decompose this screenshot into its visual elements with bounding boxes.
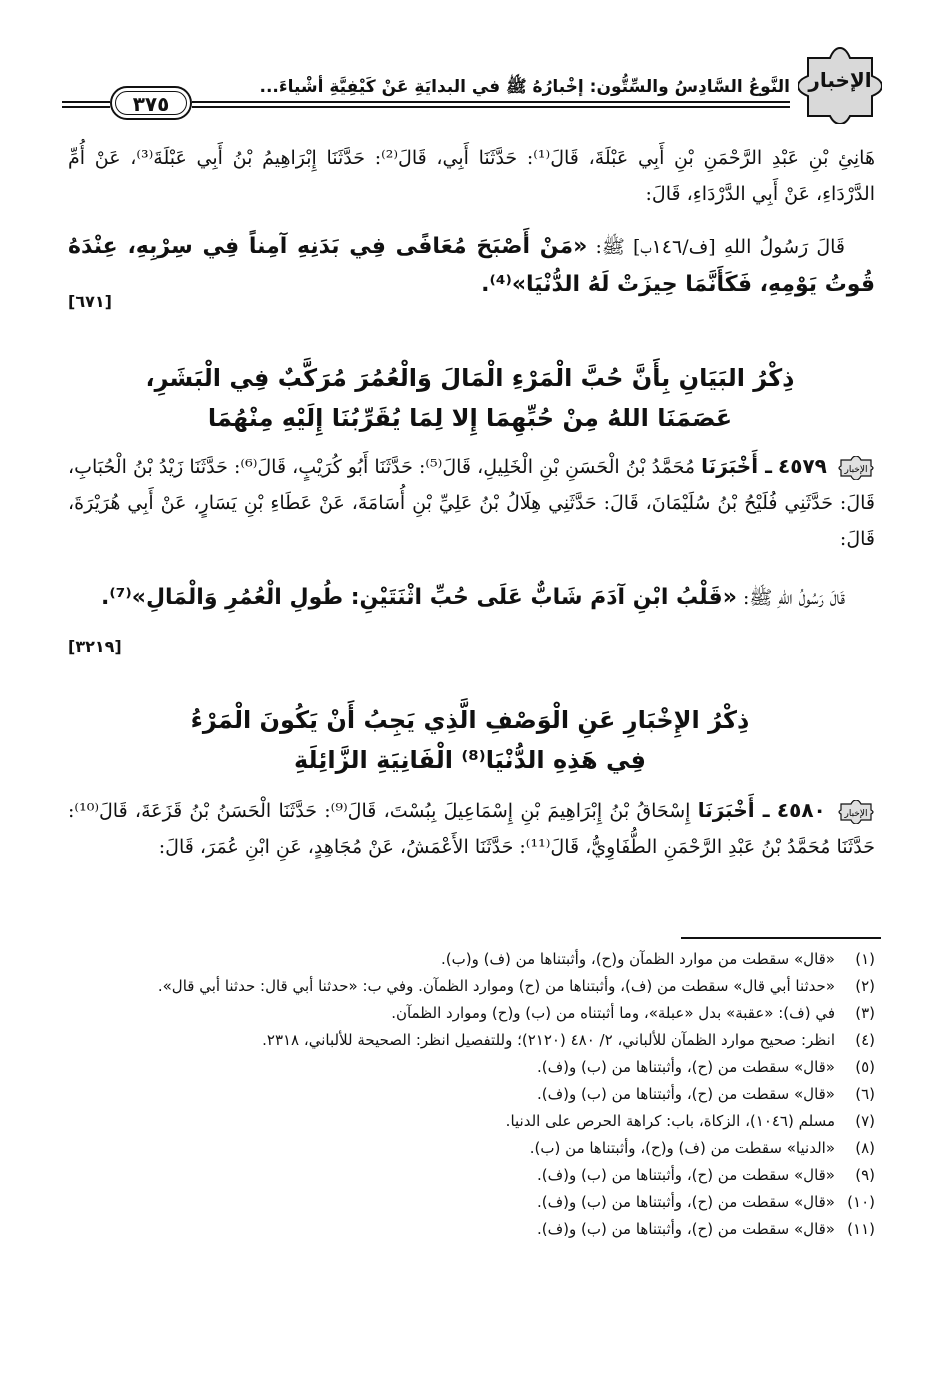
footnote-number: (١) bbox=[855, 950, 875, 968]
footnote bbox=[68, 1216, 875, 1243]
svg-text:الإخبار: الإخبار bbox=[844, 465, 868, 475]
hadith-intro: قَالَ رَسُولُ اللهِ ﷺ: bbox=[742, 587, 845, 609]
page-number-frame bbox=[110, 86, 192, 120]
hadith-matn: «قَلْبُ ابْنِ آدَمَ شَابٌّ عَلَى حُبِّ اثْنَتَيْنِ: طُولِ الْعُمُرِ وَالْمَالِ»⁽⁷⁾. bbox=[101, 585, 737, 610]
ikhbar-badge-icon bbox=[837, 456, 875, 480]
header-rule bbox=[62, 101, 110, 103]
isnad-text bbox=[68, 792, 875, 865]
chapter-heading bbox=[60, 700, 880, 780]
akhbarana-label: ـ أَخْبَرَنَا bbox=[697, 798, 770, 822]
footnote-number: (٩) bbox=[855, 1166, 875, 1184]
hadith-number: ٤٥٧٩ bbox=[778, 454, 827, 478]
footnote bbox=[68, 946, 875, 973]
footnote-number: (٤) bbox=[855, 1031, 875, 1049]
footnote-number: (٧) bbox=[855, 1112, 875, 1130]
hadith-text bbox=[68, 578, 875, 618]
footnote-number: (٨) bbox=[855, 1139, 875, 1157]
hadith-number: ٤٥٨٠ bbox=[776, 798, 826, 822]
footnote bbox=[68, 1108, 875, 1135]
hadith-reference: [٦٧١] bbox=[68, 292, 112, 311]
section-badge bbox=[798, 40, 882, 124]
chapter-heading-line: عَصَمَنَا اللهُ مِنْ حُبِّهِمَا إِلا لِمَا يُقَرِّبُنَا إِلَيْهِ مِنْهُمَا bbox=[207, 404, 733, 432]
footnote-separator bbox=[681, 937, 881, 939]
hadith-paragraph bbox=[68, 228, 875, 304]
footnote-number: (٥) bbox=[855, 1058, 875, 1076]
footnote-text: «قال» سقطت من (ح)، وأثبتناها من (ب) و(ف). bbox=[536, 1085, 835, 1103]
footnote-text: مسلم (١٠٤٦)، الزكاة، باب: كراهة الحرص على الدنيا. bbox=[505, 1112, 835, 1130]
badge-label: الإخبار bbox=[808, 68, 872, 92]
footnote-text: «قال» سقطت من (ح)، وأثبتناها من (ب) و(ف). bbox=[536, 1220, 835, 1238]
footnote-text: «قال» سقطت من موارد الظمآن و(ح)، وأثبتناها من (ف) و(ب). bbox=[441, 950, 835, 968]
hadith-intro: قَالَ رَسُولُ اللهِ [ف/١٤٦ب] ﷺ: bbox=[595, 236, 845, 258]
chapter-heading-line: ذِكْرُ الإِخْبَارِ عَنِ الْوَصْفِ الَّذِي يَجِبُ أَنْ يَكُونَ الْمَرْءُ bbox=[190, 706, 750, 734]
footnote-text: في (ف): «عقبة» بدل «عبلة»، وما أثبتناه من (ب) و(ح) وموارد الظمآن. bbox=[391, 1004, 835, 1022]
footnote bbox=[68, 1162, 875, 1189]
footnote-number: (٣) bbox=[855, 1004, 875, 1022]
footnote-text: انظر: صحيح موارد الظمآن للألباني، ٢/ ٤٨٠ (٢١٢٠)؛ وللتفصيل انظر: الصحيحة للألباني، ٢٣١٨. bbox=[262, 1031, 835, 1049]
header-rule bbox=[192, 101, 790, 103]
footnote bbox=[68, 1189, 875, 1216]
svg-text:الإخبار: الإخبار bbox=[844, 809, 868, 819]
header-rule bbox=[62, 106, 110, 108]
ikhbar-badge-icon bbox=[837, 800, 875, 824]
footnote-text: «قال» سقطت من (ح)، وأثبتناها من (ب) و(ف). bbox=[536, 1193, 835, 1211]
footnote-text: «الدنيا» سقطت من (ف) و(ح)، وأثبتناها من (ب). bbox=[529, 1139, 835, 1157]
hadith-paragraph bbox=[68, 578, 875, 618]
footnote-text: «حدثنا أبي قال» سقطت من (ف)، وأثبتناها من (ح) وموارد الظمآن. وفي ب: «حدثنا أبي قال: حدثنا أبي قال». bbox=[157, 977, 835, 995]
hadith-reference: [٣٢١٩] bbox=[68, 637, 122, 656]
running-title: النَّوعُ السَّادِسُ والسِّتُّون: إخْبارُهُ ﷺ في البدايَةِ عَنْ كَيْفِيَّةِ أشْياءَ... bbox=[259, 77, 790, 97]
footnote bbox=[68, 973, 875, 1000]
header-rule bbox=[192, 106, 790, 108]
footnote-number: (١٠) bbox=[847, 1193, 875, 1211]
footnotes bbox=[68, 946, 875, 1243]
isnad-text: هَانِئِ بْنِ عَبْدِ الرَّحْمَنِ بْنِ أَبِي عَبْلَةَ، قَالَ⁽¹⁾: حَدَّثَنَا أَبِي، قَالَ⁽²⁾: حَدَّثَنَا إِبْرَاهِيمُ بْنُ أَبِي عَبْلَةَ⁽³⁾، عَنْ أُمِّ الدَّرْدَاءِ، عَنْ أَبِي الدَّرْدَاءِ، قَالَ: bbox=[68, 147, 875, 205]
footnote bbox=[68, 1054, 875, 1081]
hadith-4579 bbox=[68, 448, 875, 557]
isnad-paragraph bbox=[68, 140, 875, 212]
footnote bbox=[68, 1000, 875, 1027]
hadith-text bbox=[68, 228, 875, 304]
footnote bbox=[68, 1027, 875, 1054]
hadith-4580 bbox=[68, 792, 875, 865]
isnad-chain: مُحَمَّدُ بْنُ الْحَسَنِ بْنِ الْخَلِيلِ، قَالَ⁽⁵⁾: حَدَّثَنَا أَبُو كُرَيْبٍ، قَالَ⁽⁶⁾: حَدَّثَنَا زَيْدُ بْنُ الْحُبَابِ، قَالَ: حَدَّثَنِي فُلَيْحُ بْنُ سُلَيْمَانَ، قَالَ: حَدَّثَنِي هِلَالُ بْنُ عَلِيِّ بْنِ أُسَامَةَ، عَنْ عَطَاءِ بْنِ يَسَارٍ، عَنْ أَبِي هُرَيْرَةَ، قَالَ: bbox=[68, 456, 875, 550]
chapter-heading bbox=[60, 358, 880, 438]
page-header bbox=[62, 40, 882, 130]
footnote-number: (٢) bbox=[855, 977, 875, 995]
page-number: ٣٧٥ bbox=[115, 91, 187, 115]
chapter-heading-line: ذِكْرُ البَيَانِ بِأَنَّ حُبَّ الْمَرْءِ الْمَالَ وَالْعُمُرَ مُرَكَّبٌ فِي الْبَشَرِ، bbox=[145, 364, 795, 392]
hadith-matn: «مَنْ أَصْبَحَ مُعَافًى فِي بَدَنِهِ آمِناً فِي سِرْبِهِ، عِنْدَهُ قُوتُ يَوْمِهِ، فَكَأَنَّمَا حِيزَتْ لَهُ الدُّنْيَا»⁽⁴⁾. bbox=[68, 234, 875, 297]
chapter-heading-line: فِي هَذِهِ الدُّنْيَا⁽⁸⁾ الْفَانِيَةِ الزَّائِلَةِ bbox=[293, 746, 646, 774]
akhbarana-label: ـ أَخْبَرَنَا bbox=[701, 454, 772, 478]
isnad-text bbox=[68, 448, 875, 557]
footnote-text: «قال» سقطت من (ح)، وأثبتناها من (ب) و(ف). bbox=[536, 1058, 835, 1076]
footnote-text: «قال» سقطت من (ح)، وأثبتناها من (ب) و(ف). bbox=[536, 1166, 835, 1184]
isnad-chain: إِسْحَاقُ بْنُ إِبْرَاهِيمَ بْنِ إِسْمَاعِيلَ بِبُسْتَ، قَالَ⁽⁹⁾: حَدَّثَنَا الْحَسَنُ بْنُ قَزَعَةَ، قَالَ⁽¹⁰⁾: حَدَّثَنَا مُحَمَّدُ بْنُ عَبْدِ الرَّحْمَنِ الطُّفَاوِيُّ، قَالَ⁽¹¹⁾: حَدَّثَنَا الأَعْمَشُ، عَنْ مُجَاهِدٍ، عَنِ ابْنِ عُمَرَ، قَالَ: bbox=[68, 800, 875, 858]
footnote-number: (٦) bbox=[855, 1085, 875, 1103]
footnote bbox=[68, 1135, 875, 1162]
footnote-number: (١١) bbox=[847, 1220, 875, 1238]
footnote bbox=[68, 1081, 875, 1108]
